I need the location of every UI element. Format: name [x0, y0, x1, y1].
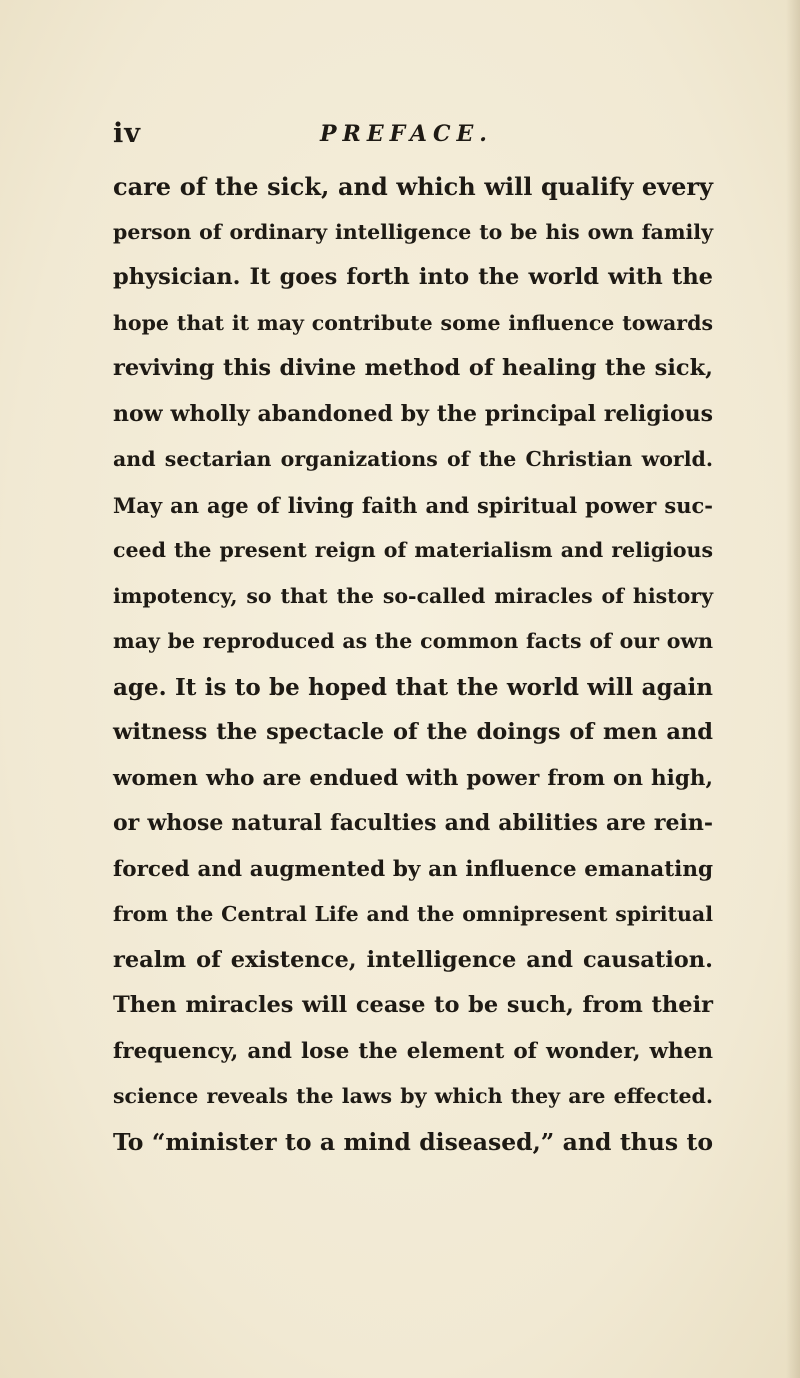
text-line-20: frequency, and lose the element of wonder, when — [113, 1038, 713, 1064]
text-line-8: May an age of living faith and spiritual power suc- — [113, 492, 713, 518]
text-line-13: witness the spectacle of the doings of men and — [113, 719, 713, 745]
text-line-21: science reveals the laws by which they are effected. — [113, 1084, 713, 1108]
text-line-5: reviving this divine method of healing the sick, — [113, 355, 713, 381]
text-line-9: ceed the present reign of materialism and religious — [113, 538, 713, 562]
page-edge-shadow — [786, 0, 800, 1378]
text-line-10: impotency, so that the so-called miracles of history — [113, 583, 713, 608]
text-line-7: and sectarian organizations of the Christian world. — [113, 447, 713, 471]
text-line-16: forced and augmented by an influence emanating — [113, 856, 713, 882]
text-line-6: now wholly abandoned by the principal religious — [113, 400, 713, 427]
running-head — [113, 118, 713, 152]
body-text — [113, 164, 713, 1165]
text-line-3: physician. It goes forth into the world with the — [113, 264, 713, 290]
page-number: iv — [113, 118, 141, 149]
text-line-1: care of the sick, and which will qualify every — [113, 172, 713, 201]
running-head-title: PREFACE. — [320, 121, 493, 147]
text-line-2: person of ordinary intelligence to be his own family — [113, 219, 713, 244]
text-line-12: age. It is to be hoped that the world will again — [113, 673, 713, 701]
text-line-19: Then miracles will cease to be such, from their — [113, 992, 713, 1018]
text-line-4: hope that it may contribute some influence towards — [113, 310, 713, 335]
text-line-15: or whose natural faculties and abilities are rein- — [113, 810, 713, 836]
text-line-22: To “minister to a mind diseased,” and thus to — [113, 1127, 713, 1156]
text-line-14: women who are endued with power from on high, — [113, 765, 713, 791]
text-line-18: realm of existence, intelligence and causation. — [113, 946, 713, 973]
text-line-11: may be reproduced as the common facts of our own — [113, 629, 713, 653]
text-line-17: from the Central Life and the omnipresent spiritual — [113, 902, 713, 926]
